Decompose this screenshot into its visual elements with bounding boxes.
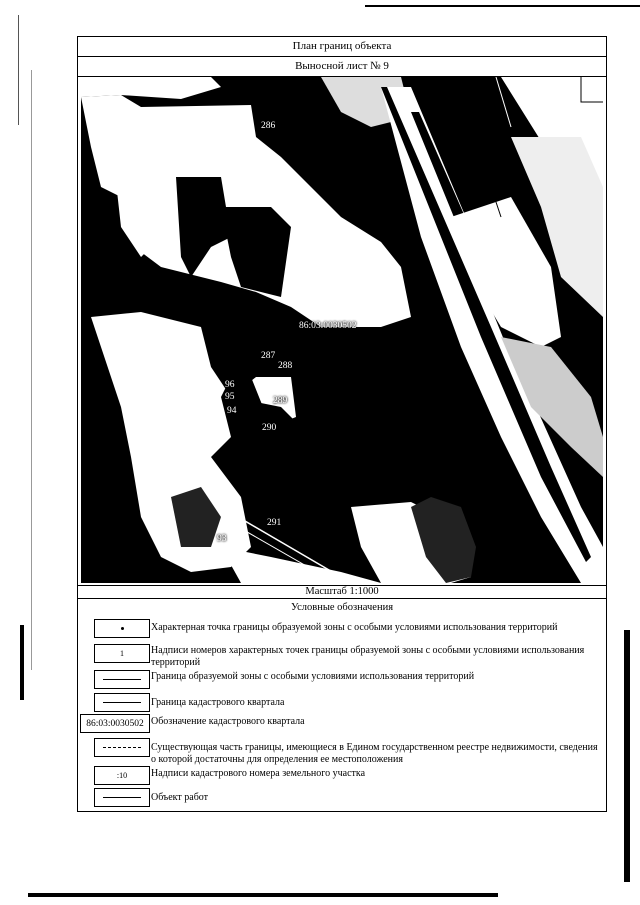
- sheet-title: Выносной лист № 9: [78, 57, 606, 77]
- work-object-symbol-icon: [94, 788, 150, 807]
- scan-edge-bottom: [28, 893, 498, 897]
- point-symbol-icon: [94, 619, 150, 638]
- existing-boundary-symbol-icon: [94, 738, 150, 757]
- scan-edge-left: [18, 15, 19, 125]
- document-frame: План границ объекта Выносной лист № 9 286 86:03:0030502 287 288 96 95 289 94 290 291 93 Масштаб 1:1000 Условные обозначения Характерная точка границы образуемой зоны с особыми условиями использования территорий 1 Надписи номеров характерных точек границы образуемой зоны с особыми условиями использования территорий Граница образуемой зоны с особыми условиями использования территорий Граница кадастрового квартала 86:03:0030502 Обозначение кадастрового квартала Существующая часть границы, имеющиеся в Едином государственном реестре недвижимости, сведения о которой достаточны для определения ее местоположения :10 Надписи кадастрового номера земельного участка Объект работ: [77, 36, 607, 812]
- point-label-96: 96: [225, 380, 235, 390]
- point-label-289: 289: [273, 396, 288, 406]
- zone-boundary-symbol-icon: [94, 670, 150, 689]
- scan-edge-left-2: [31, 70, 32, 670]
- parcel-number-symbol: :10: [94, 766, 150, 785]
- point-label-290: 290: [262, 423, 277, 433]
- point-number-symbol: 1: [94, 644, 150, 663]
- point-label-93: 93: [217, 534, 227, 544]
- point-label-95: 95: [225, 392, 235, 402]
- map-image: [81, 77, 603, 583]
- point-label-291: 291: [267, 518, 282, 528]
- scan-mark-left: [20, 625, 24, 700]
- point-label-288: 288: [278, 361, 293, 371]
- scan-edge-right: [624, 630, 630, 882]
- page-title: План границ объекта: [78, 37, 606, 57]
- cadastral-block-symbol: 86:03:0030502: [80, 714, 150, 733]
- scan-edge-top: [365, 5, 640, 7]
- point-label-287: 287: [261, 351, 276, 361]
- cadastral-block-label: 86:03:0030502: [299, 321, 357, 331]
- block-boundary-symbol-icon: [94, 693, 150, 712]
- map-scale: Масштаб 1:1000: [78, 585, 606, 599]
- legend-title: Условные обозначения: [290, 602, 394, 613]
- point-label-286: 286: [261, 121, 276, 131]
- point-label-94: 94: [227, 406, 237, 416]
